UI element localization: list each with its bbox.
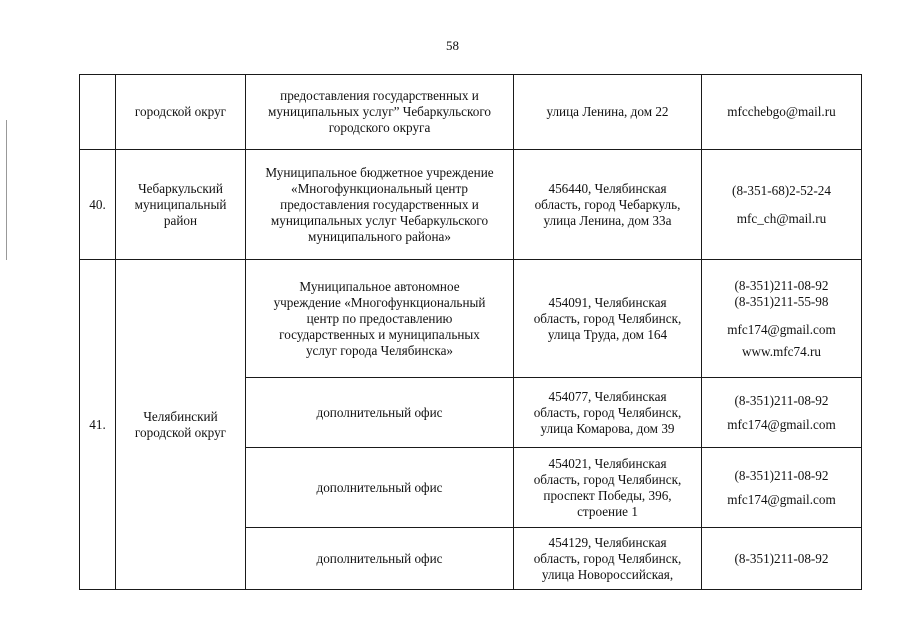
row-number-cell [80, 75, 116, 150]
organization-line: Муниципальное бюджетное учреждение [265, 164, 494, 180]
contacts-cell [702, 75, 862, 150]
organization-cell: дополнительный офис [246, 528, 514, 590]
organization-cell: дополнительный офис [246, 378, 514, 448]
address-line: область, город Челябинск, [533, 550, 682, 566]
table-row [80, 150, 862, 260]
phone-text: (8-351)211-08-92 [734, 277, 829, 293]
organization-line: государственных и муниципальных [279, 326, 480, 342]
email-text: mfc174@gmail.com [727, 416, 836, 432]
address-line: улица Труда, дом 164 [547, 326, 668, 342]
organization-line: «Многофункциональный центр [290, 180, 468, 196]
page-number: 58 [446, 38, 459, 53]
phone-text: (8-351)211-08-92 [734, 467, 829, 483]
address-line: область, город Челябинск, [533, 404, 682, 420]
district-line: муниципальный [134, 196, 227, 212]
phone-text: (8-351)211-08-92 [734, 550, 829, 566]
address-cell [514, 528, 702, 590]
address-line: улица Новороссийская, [541, 566, 674, 582]
phone-text: (8-351)211-55-98 [734, 293, 829, 309]
email-text: mfc174@gmail.com [727, 491, 836, 507]
email-text: mfc174@gmail.com [727, 321, 836, 337]
organization-line: Муниципальное автономное [299, 278, 460, 294]
table-row [80, 75, 862, 150]
address-line: область, город Челябинск, [533, 471, 682, 487]
address-line: область, город Челябинск, [533, 310, 682, 326]
contacts-cell [702, 150, 862, 260]
row-number-cell: 41. [80, 260, 116, 590]
district-line: район [163, 212, 198, 228]
address-cell [514, 150, 702, 260]
organization-line: городского округа [328, 120, 431, 135]
row-number-cell: 40. [80, 150, 116, 260]
address-line: улица Комарова, дом 39 [540, 420, 675, 436]
organization-line: муниципального района» [307, 228, 451, 244]
organization-line: предоставления государственных и [280, 88, 479, 103]
address-line: улица Ленина, дом 33а [543, 212, 672, 228]
organization-cell [246, 150, 514, 260]
email-text: mfcchebgo@mail.ru [727, 104, 836, 119]
district-line: Чебаркульский [138, 180, 223, 196]
address-cell [514, 260, 702, 378]
organization-line: услуг города Челябинска» [305, 342, 454, 358]
email-text: mfc_ch@mail.ru [736, 210, 827, 226]
scan-margin-line [6, 120, 7, 260]
organization-line: предоставления государственных и [280, 196, 479, 212]
contacts-cell [702, 448, 862, 528]
district-cell [116, 260, 246, 590]
address-cell [514, 448, 702, 528]
district-line: городской округ [134, 424, 227, 440]
address-line: строение 1 [577, 503, 638, 519]
address-line: 456440, Челябинская [548, 180, 667, 196]
organization-line: муниципальных услуг” Чебаркульского [267, 104, 492, 119]
address-cell [514, 378, 702, 448]
phone-text: (8-351-68)2-52-24 [732, 182, 831, 198]
website-text: www.mfc74.ru [742, 343, 821, 359]
contacts-cell [702, 528, 862, 590]
contacts-cell [702, 378, 862, 448]
address-line: 454077, Челябинская [548, 388, 667, 404]
phone-text: (8-351)211-08-92 [734, 392, 829, 408]
organization-cell: дополнительный офис [246, 448, 514, 528]
mfc-table [79, 74, 862, 590]
table-row [80, 260, 862, 378]
address-line: 454129, Челябинская [548, 534, 667, 550]
organization-line: центр по предоставлению [306, 310, 453, 326]
organization-line: муниципальных услуг Чебаркульского [270, 212, 489, 228]
district-cell [116, 75, 246, 150]
district-text: городской округ [134, 104, 227, 119]
contacts-cell [702, 260, 862, 378]
district-cell [116, 150, 246, 260]
address-line: 454021, Челябинская [548, 455, 667, 471]
organization-cell [246, 260, 514, 378]
address-line: улица Ленина, дом 22 [546, 104, 669, 119]
organization-line: учреждение «Многофункциональный [273, 294, 486, 310]
address-cell [514, 75, 702, 150]
address-line: 454091, Челябинская [548, 294, 667, 310]
address-line: область, город Чебаркуль, [534, 196, 681, 212]
address-line: проспект Победы, 396, [543, 487, 672, 503]
organization-cell [246, 75, 514, 150]
district-line: Челябинский [143, 408, 218, 424]
